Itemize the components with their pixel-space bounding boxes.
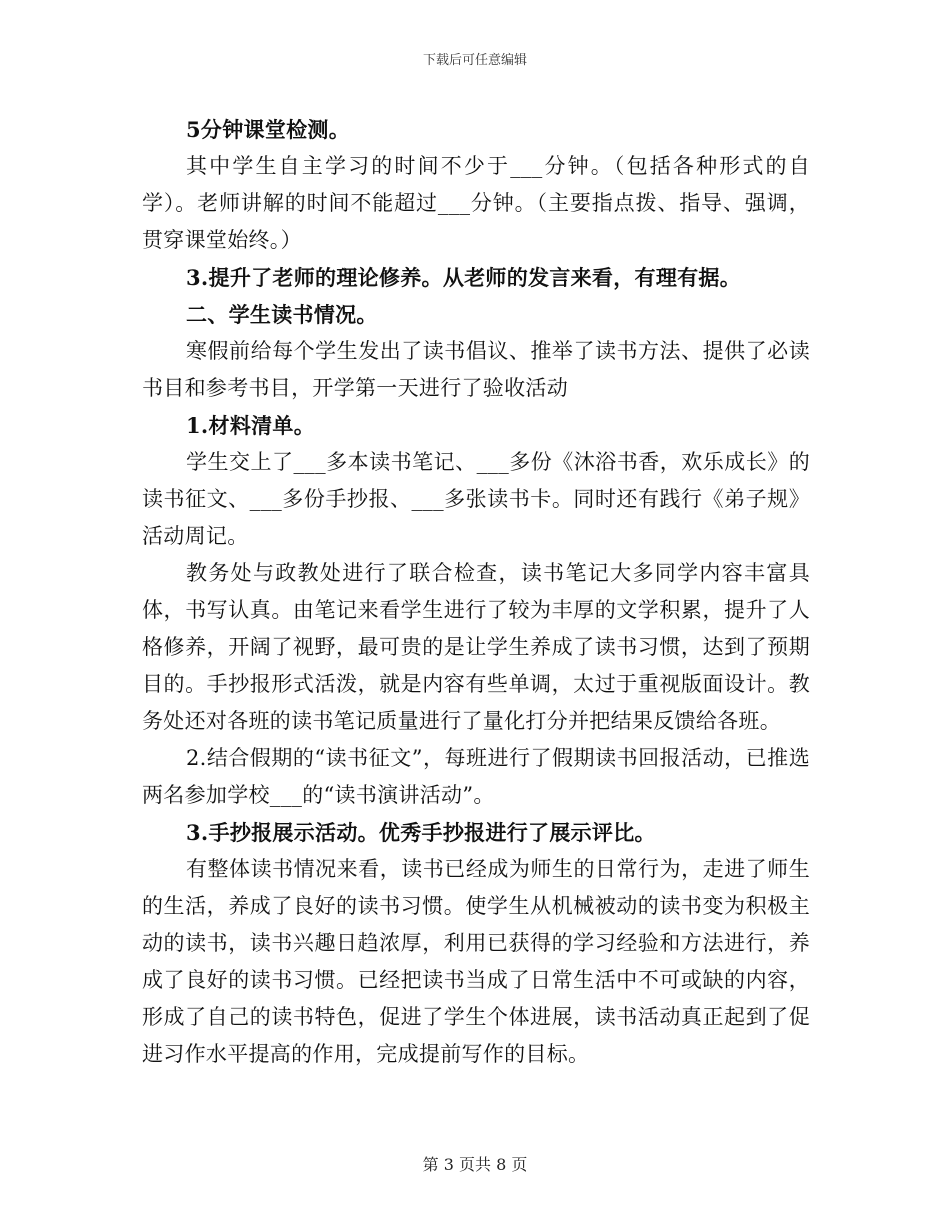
paragraph-joint-inspection: 教务处与政教处进行了联合检查，读书笔记大多同学内容丰富具体，书写认真。由笔记来看学生进行了较为丰厚的文学积累，提升了人格修养，开阔了视野，最可贵的是让学生养成了读书习惯，达到了预期目的。手抄报形式活泼，就是内容有些单调，太过于重视版面设计。教务处还对各班的读书笔记质量进行了量化打分并把结果反馈给各班。: [142, 561, 810, 733]
page-header: 下载后可任意编辑: [422, 53, 527, 68]
page-footer: 第 3 页共 8 页: [422, 1155, 528, 1174]
paragraph-reading-essay-activity: 2.结合假期的“读书征文”，每班进行了假期读书回报活动，已推选两名参加学校___的“读书演讲活动”。: [142, 746, 810, 807]
section-heading-student-reading: 二、学生读书情况。: [186, 302, 378, 327]
document-body: [142, 111, 810, 1073]
paragraph-reading-proposal: 寒假前给每个学生发出了读书倡议、推举了读书方法、提供了必读书目和参考书目，开学第一天进行了验收活动: [142, 339, 810, 400]
subheading-handwritten-newspaper: 3.手抄报展示活动。优秀手抄报进行了展示评比。: [186, 820, 656, 845]
paragraph-5min-test: 5分钟课堂检测。: [186, 117, 351, 142]
paragraph-overall-summary: 有整体读书情况来看，读书已经成为师生的日常行为，走进了师生的生活，养成了良好的读书习惯。使学生从机械被动的读书变为积极主动的读书，读书兴趣日趋浓厚，利用已获得的学习经验和方法进行，养成了良好的读书习惯。已经把读书当成了日常生活中不可或缺的内容，形成了自己的读书特色，促进了学生个体进展，读书活动真正起到了促进习作水平提高的作用，完成提前写作的目标。: [142, 857, 810, 1066]
paragraph-self-study-time: 其中学生自主学习的时间不少于___分钟。（包括各种形式的自学）。老师讲解的时间不能超过___分钟。（主要指点拨、指导、强调，贯穿课堂始终。）: [142, 154, 810, 252]
paragraph-materials-submitted: 学生交上了___多本读书笔记、___多份《沐浴书香，欢乐成长》的读书征文、___多份手抄报、___多张读书卡。同时还有践行《弟子规》活动周记。: [142, 450, 810, 548]
paragraph-teacher-theory: 3.提升了老师的理论修养。从老师的发言来看，有理有据。: [186, 265, 742, 290]
subheading-material-list: 1.材料清单。: [186, 413, 316, 438]
